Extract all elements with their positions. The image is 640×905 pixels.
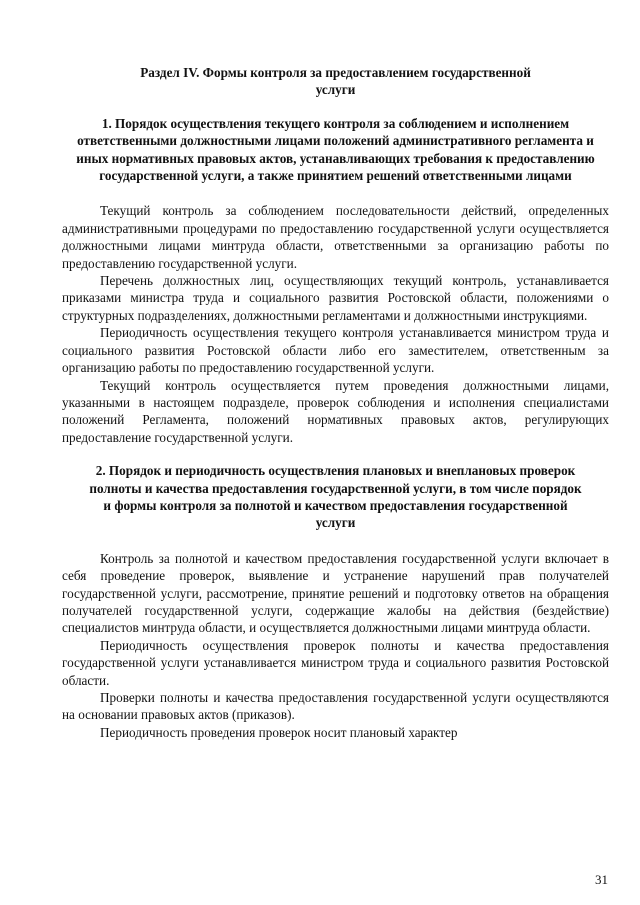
paragraph: Текущий контроль за соблюдением последовательности действий, определенных административными процедурами по предоставлению государственной услуги осуществляется должностными лицами минтруда области, ответственными за организацию работы по предоставлению государственной услуги. xyxy=(62,203,609,271)
paragraph: Текущий контроль осуществляется путем проведения должностными лицами, указанными в настоящем подразделе, проверок соблюдения и исполнения специалистами положений Регламента, положений нормативных правовых актов, регулирующих предоставление государственной услуги. xyxy=(62,377,609,445)
paragraph: Контроль за полнотой и качеством предоставления государственной услуги включает в себя проведение проверок, выявление и устранение нарушений прав получателей государственной услуги, рассмотрение, принятие решений и подготовку ответов на обращения получателей государственной услуги, содержащие жалобы на действия (бездействие) специалистов минтруда области, и осуществляется должностными лицами минтруда области. xyxy=(62,550,609,636)
paragraph: Проверки полноты и качества предоставления государственной услуги осуществляются на основании правовых актов (приказов). xyxy=(62,690,609,723)
paragraph: Периодичность осуществления проверок полноты и качества предоставления государственной услуги устанавливается министром труда и социального развития Ростовской области. xyxy=(62,637,609,688)
subsection-2-title: 2. Порядок и периодичность осуществления плановых и внеплановых проверок полноты и качества предоставления государственной услуги, в том числе порядок и формы контроля за полнотой и качеством предоставления государственной услуги xyxy=(89,463,582,531)
paragraph: Периодичность проведения проверок носит плановый характер xyxy=(100,724,458,740)
paragraph: Периодичность осуществления текущего контроля устанавливается министром труда и социального развития Ростовской области либо его заместителем, ответственным за организацию работы по предоставлению государственной услуги. xyxy=(62,325,609,376)
document-body xyxy=(62,64,609,741)
page-number: 31 xyxy=(595,872,608,887)
section-heading: Раздел IV. Формы контроля за предоставлением государственной услуги xyxy=(140,65,531,98)
subsection-1-title: 1. Порядок осуществления текущего контроля за соблюдением и исполнением ответственными должностными лицами положений административного регламента и иных нормативных правовых актов, устанавливающих требования к предоставлению государственной услуги, а также принятием решений ответственными лицами xyxy=(76,115,595,184)
paragraph: Перечень должностных лиц, осуществляющих текущий контроль, устанавливается приказами министра труда и социального развития Ростовской области, положениями о структурных подразделениях, должностными регламентами и должностными инструкциями. xyxy=(62,273,609,323)
